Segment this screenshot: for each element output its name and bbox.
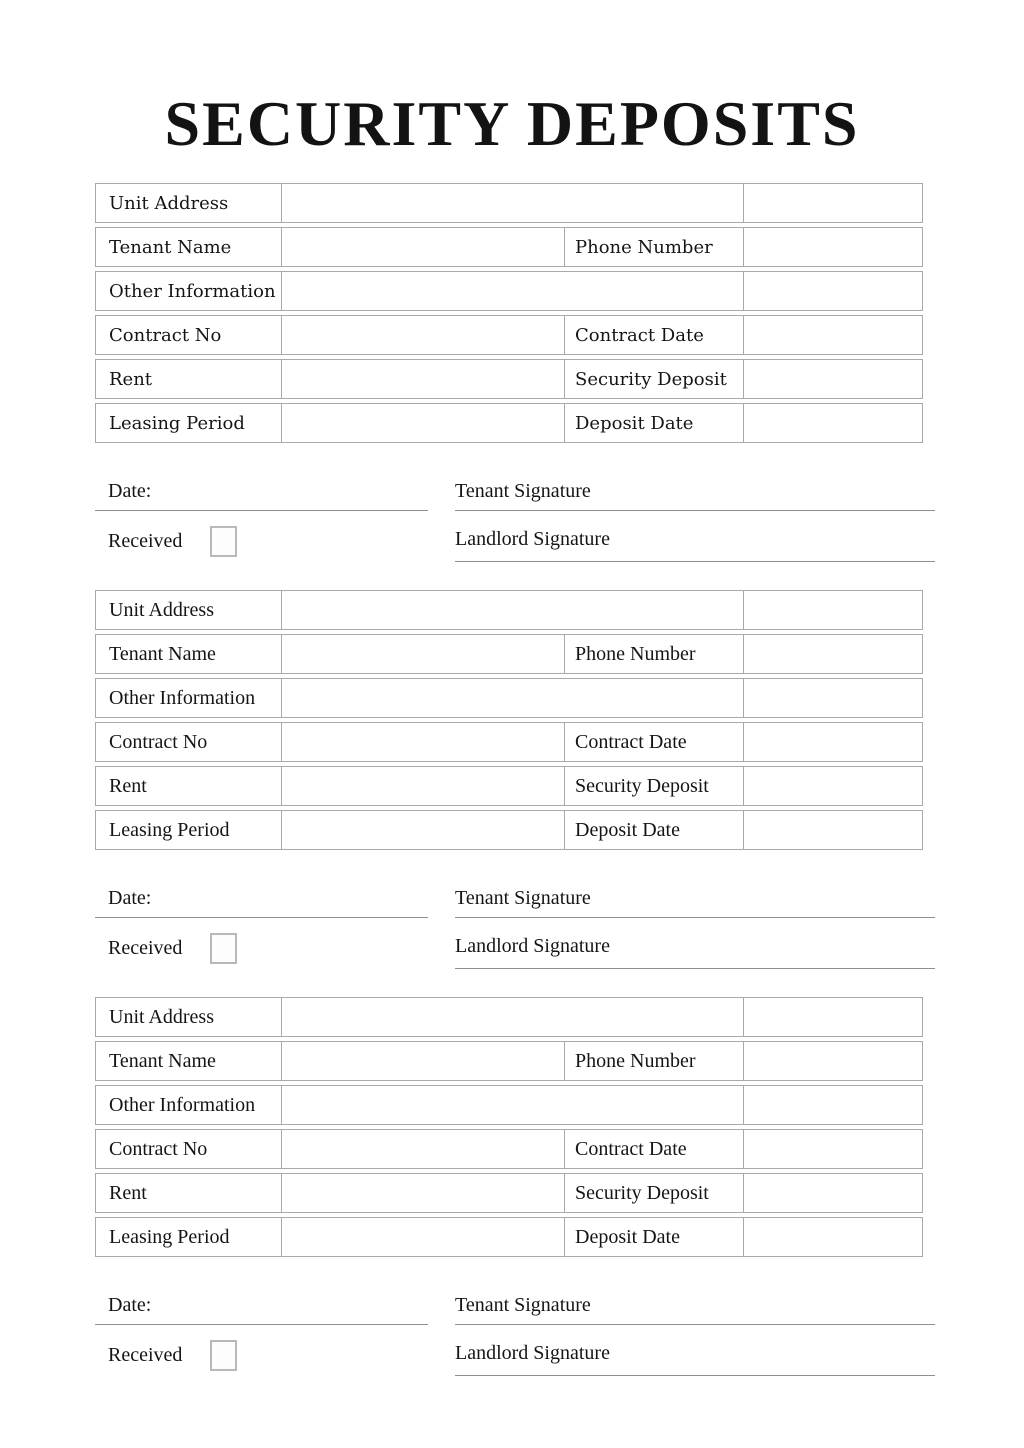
received-row — [95, 520, 428, 562]
table-row — [95, 1129, 923, 1169]
table-row — [95, 227, 923, 267]
page-title: SECURITY DEPOSITS — [164, 88, 860, 159]
other-information-field[interactable] — [281, 271, 744, 311]
contract-no-field[interactable] — [281, 315, 565, 355]
deposit-date-field[interactable] — [743, 403, 923, 443]
deposit-date-label: Deposit Date — [564, 810, 744, 850]
security-deposit-field[interactable] — [743, 766, 923, 806]
contract-no-label: Contract No — [95, 722, 282, 762]
signature-area — [95, 1288, 935, 1376]
table-row — [95, 1217, 923, 1257]
leasing-period-label: Leasing Period — [95, 403, 282, 443]
deposit-date-label: Deposit Date — [564, 403, 744, 443]
deposit-date-field[interactable] — [743, 810, 923, 850]
table-row — [95, 359, 923, 399]
rent-label: Rent — [95, 766, 282, 806]
deposit-record-section-3 — [95, 997, 929, 1376]
received-label: Received — [108, 1343, 183, 1366]
tenant-name-label: Tenant Name — [95, 634, 282, 674]
unit-address-label: Unit Address — [95, 590, 282, 630]
unit-address-label: Unit Address — [95, 183, 282, 223]
table-row — [95, 183, 923, 223]
phone-number-field[interactable] — [743, 634, 923, 674]
contract-no-label: Contract No — [95, 315, 282, 355]
tenant-name-field[interactable] — [281, 634, 565, 674]
deposit-table — [95, 183, 923, 443]
tenant-signature-label: Tenant Signature — [455, 480, 591, 502]
table-row — [95, 722, 923, 762]
deposit-table — [95, 590, 923, 850]
other-information-label: Other Information — [95, 1085, 282, 1125]
rent-field[interactable] — [281, 766, 565, 806]
contract-no-field[interactable] — [281, 722, 565, 762]
extra-field[interactable] — [743, 678, 923, 718]
phone-number-field[interactable] — [743, 227, 923, 267]
contract-no-field[interactable] — [281, 1129, 565, 1169]
landlord-signature-line[interactable] — [455, 520, 935, 562]
unit-address-label: Unit Address — [95, 997, 282, 1037]
extra-field[interactable] — [743, 997, 923, 1037]
rent-label: Rent — [95, 1173, 282, 1213]
signature-area — [95, 881, 935, 969]
contract-date-label: Contract Date — [564, 315, 744, 355]
received-checkbox[interactable] — [210, 1340, 237, 1371]
table-row — [95, 271, 923, 311]
phone-number-label: Phone Number — [564, 227, 744, 267]
received-row — [95, 927, 428, 969]
contract-no-label: Contract No — [95, 1129, 282, 1169]
table-row — [95, 315, 923, 355]
security-deposit-label: Security Deposit — [564, 766, 744, 806]
phone-number-label: Phone Number — [564, 1041, 744, 1081]
landlord-signature-label: Landlord Signature — [455, 1342, 610, 1364]
received-label: Received — [108, 529, 183, 552]
tenant-signature-label: Tenant Signature — [455, 1294, 591, 1316]
deposit-table — [95, 997, 923, 1257]
tenant-name-field[interactable] — [281, 227, 565, 267]
table-row — [95, 1173, 923, 1213]
extra-field[interactable] — [743, 590, 923, 630]
extra-field[interactable] — [743, 183, 923, 223]
contract-date-field[interactable] — [743, 315, 923, 355]
phone-number-field[interactable] — [743, 1041, 923, 1081]
tenant-name-field[interactable] — [281, 1041, 565, 1081]
tenant-signature-line[interactable] — [455, 474, 935, 511]
table-row — [95, 1041, 923, 1081]
tenant-name-label: Tenant Name — [95, 227, 282, 267]
other-information-field[interactable] — [281, 1085, 744, 1125]
security-deposit-label: Security Deposit — [564, 1173, 744, 1213]
unit-address-field[interactable] — [281, 590, 744, 630]
tenant-signature-label: Tenant Signature — [455, 887, 591, 909]
unit-address-field[interactable] — [281, 183, 744, 223]
date-line[interactable] — [95, 474, 428, 511]
landlord-signature-line[interactable] — [455, 927, 935, 969]
leasing-period-field[interactable] — [281, 1217, 565, 1257]
date-label: Date: — [108, 887, 152, 909]
table-row — [95, 590, 923, 630]
table-row — [95, 997, 923, 1037]
date-line[interactable] — [95, 881, 428, 918]
extra-field[interactable] — [743, 1085, 923, 1125]
phone-number-label: Phone Number — [564, 634, 744, 674]
leasing-period-label: Leasing Period — [95, 1217, 282, 1257]
leasing-period-field[interactable] — [281, 403, 565, 443]
deposit-record-section-1 — [95, 183, 929, 562]
tenant-signature-line[interactable] — [455, 881, 935, 918]
tenant-name-label: Tenant Name — [95, 1041, 282, 1081]
landlord-signature-line[interactable] — [455, 1334, 935, 1376]
date-label: Date: — [108, 1294, 152, 1316]
deposit-record-section-2 — [95, 590, 929, 969]
rent-label: Rent — [95, 359, 282, 399]
table-row — [95, 403, 923, 443]
other-information-label: Other Information — [95, 678, 282, 718]
table-row — [95, 810, 923, 850]
unit-address-field[interactable] — [281, 997, 744, 1037]
received-checkbox[interactable] — [210, 526, 237, 557]
received-row — [95, 1334, 428, 1376]
table-row — [95, 634, 923, 674]
landlord-signature-label: Landlord Signature — [455, 528, 610, 550]
other-information-label: Other Information — [95, 271, 282, 311]
landlord-signature-label: Landlord Signature — [455, 935, 610, 957]
contract-date-label: Contract Date — [564, 1129, 744, 1169]
contract-date-label: Contract Date — [564, 722, 744, 762]
leasing-period-label: Leasing Period — [95, 810, 282, 850]
contract-date-field[interactable] — [743, 722, 923, 762]
received-label: Received — [108, 936, 183, 959]
table-row — [95, 1085, 923, 1125]
security-deposit-field[interactable] — [743, 359, 923, 399]
security-deposit-label: Security Deposit — [564, 359, 744, 399]
signature-area — [95, 474, 935, 562]
rent-field[interactable] — [281, 1173, 565, 1213]
contract-date-field[interactable] — [743, 1129, 923, 1169]
table-row — [95, 678, 923, 718]
security-deposit-field[interactable] — [743, 1173, 923, 1213]
leasing-period-field[interactable] — [281, 810, 565, 850]
date-label: Date: — [108, 480, 152, 502]
rent-field[interactable] — [281, 359, 565, 399]
other-information-field[interactable] — [281, 678, 744, 718]
deposit-date-label: Deposit Date — [564, 1217, 744, 1257]
table-row — [95, 766, 923, 806]
received-checkbox[interactable] — [210, 933, 237, 964]
date-line[interactable] — [95, 1288, 428, 1325]
extra-field[interactable] — [743, 271, 923, 311]
tenant-signature-line[interactable] — [455, 1288, 935, 1325]
deposit-date-field[interactable] — [743, 1217, 923, 1257]
